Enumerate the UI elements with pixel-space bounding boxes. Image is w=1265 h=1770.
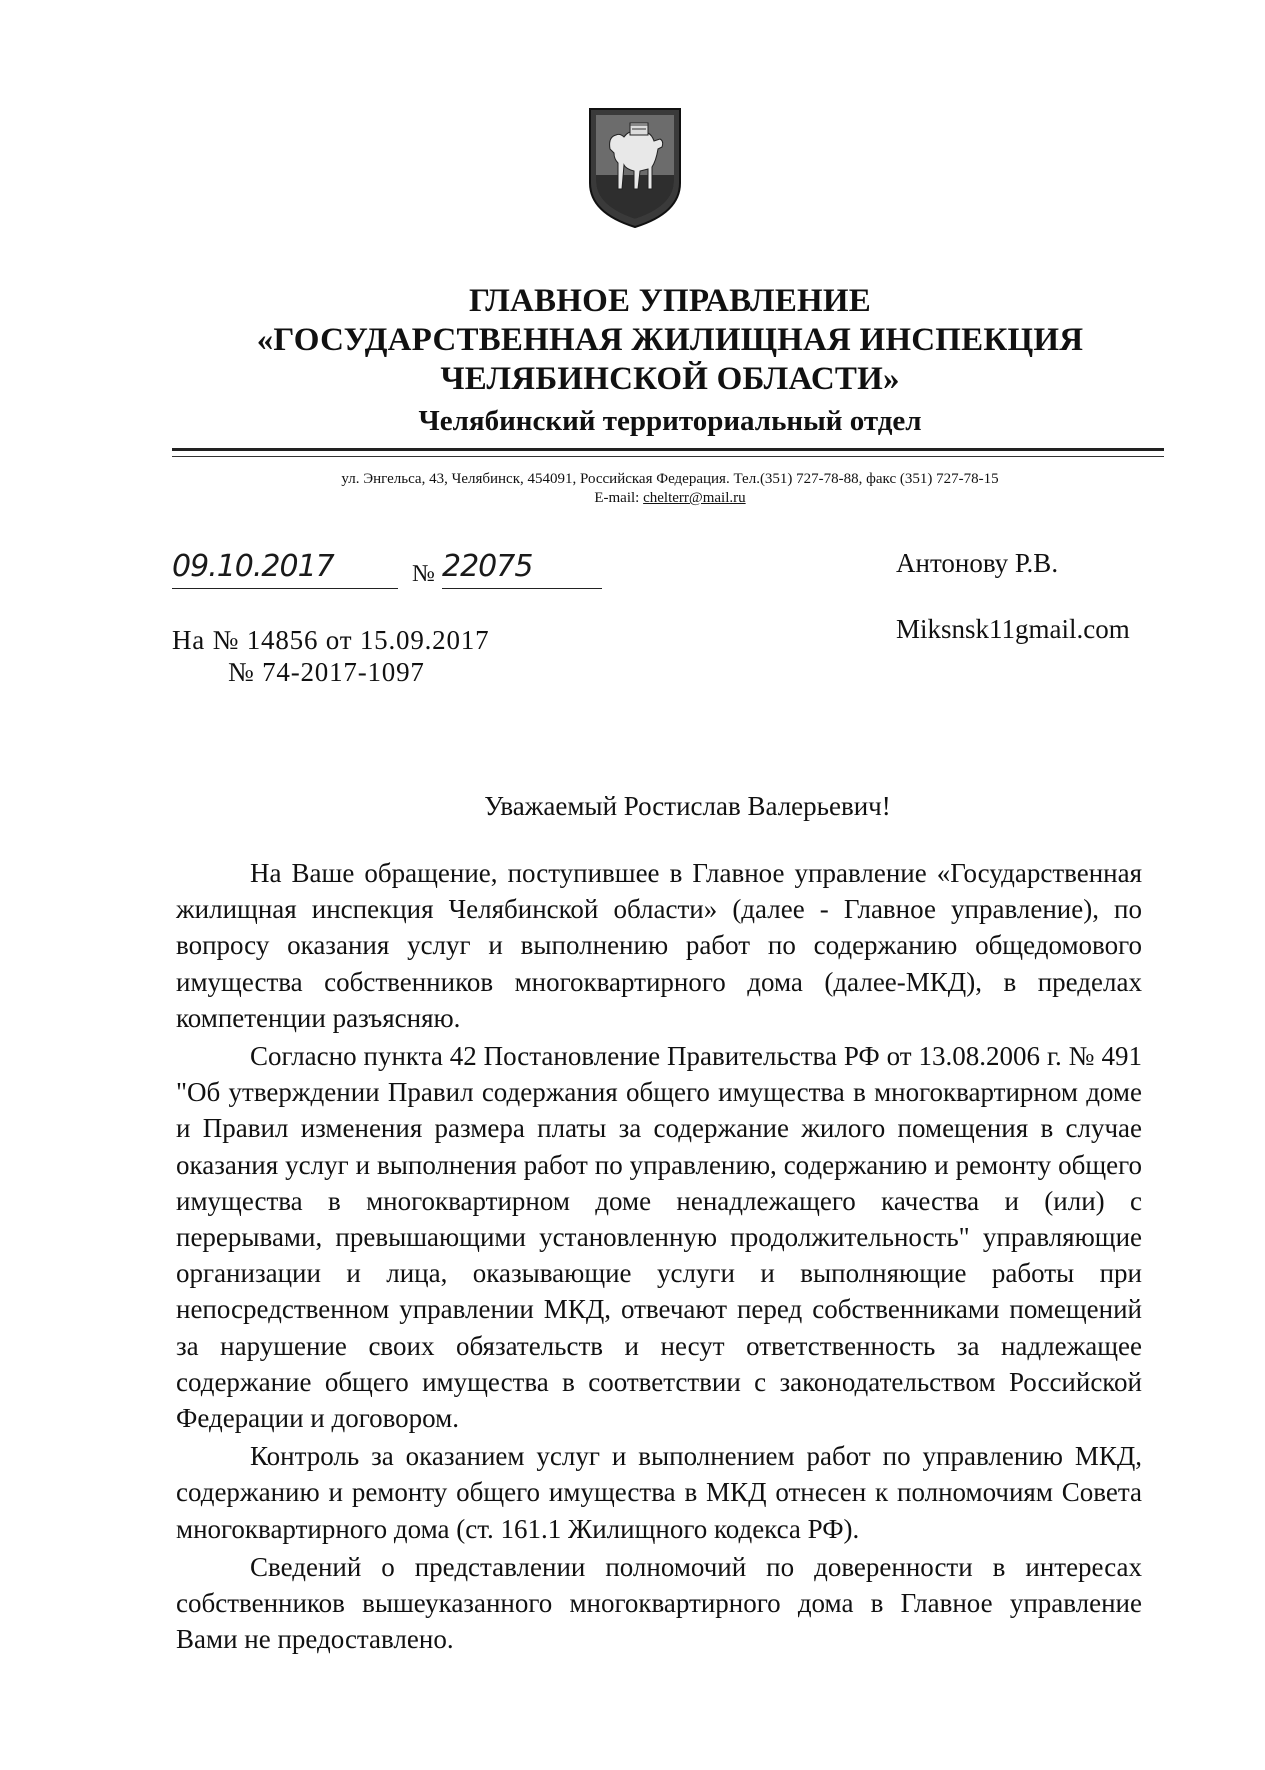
- outgoing-number: 22075: [442, 548, 602, 589]
- chelyabinsk-coat-of-arms-icon: [586, 105, 684, 231]
- reference-line-1: На № 14856 от 15.09.2017: [172, 625, 490, 655]
- recipient-name: Антонову Р.В.: [896, 548, 1059, 578]
- address-line: ул. Энгельса, 43, Челябинск, 454091, Российская Федерация. Тел.(351) 727-78-88, факс (351) 727-78-15: [341, 471, 999, 487]
- recipient-email: Miksnsk11gmail.com: [896, 614, 1130, 644]
- salutation: Уважаемый Ростислав Валерьевич!: [484, 791, 891, 821]
- header-divider-thin: [172, 456, 1164, 457]
- agency-email-link[interactable]: cheltеrr@mail.ru: [643, 490, 746, 506]
- outgoing-number-sign: №: [412, 561, 435, 587]
- body-paragraph: Согласно пункта 42 Постановление Правительства РФ от 13.08.2006 г. № 491 "Об утверждении Правил содержания общего имущества в многоквартирном доме и Правил изменения размера платы за содержание жилого помещения в случае оказания услуг и выполнения работ по управлению, содержанию и ремонту общего имущества в многоквартирном доме ненадлежащего качества и (или) с перерывами, превышающими установленную продолжительность" управляющие организации и лица, оказывающие услуги и выполняющие работы при непосредственном управлении МКД, отвечают перед собственниками помещений за нарушение своих обязательств и несут ответственность за надлежащее содержание общего имущества в соответствии с законодательством Российской Федерации и договором.: [176, 1041, 1142, 1434]
- body-paragraph: Контроль за оказанием услуг и выполнением работ по управлению МКД, содержанию и ремонту общего имущества в МКД отнесен к полномочиям Совета многоквартирного дома (ст. 161.1 Жилищного кодекса РФ).: [176, 1441, 1142, 1544]
- outgoing-date: 09.10.2017: [172, 548, 398, 589]
- agency-title-line3: ЧЕЛЯБИНСКОЙ ОБЛАСТИ»: [440, 361, 900, 397]
- header-divider-thick: [172, 448, 1164, 451]
- reference-line-2: № 74-2017-1097: [228, 657, 425, 687]
- agency-address: [250, 470, 1090, 508]
- body-paragraph: На Ваше обращение, поступившее в Главное управление «Государственная жилищная инспекция Челябинской области» (далее - Главное управление), по вопросу оказания услуг и выполнению работ по содержанию общедомового имущества собственников многоквартирного дома (далее-МКД), в пределах компетенции разъясняю.: [176, 858, 1142, 1033]
- body-paragraph: Сведений о представлении полномочий по доверенности в интересах собственников вышеуказанного многоквартирного дома в Главное управление Вами не предоставлено.: [176, 1551, 1142, 1655]
- agency-title-line1: ГЛАВНОЕ УПРАВЛЕНИЕ: [468, 283, 871, 319]
- agency-title-line2: «ГОСУДАРСТВЕННАЯ ЖИЛИЩНАЯ ИНСПЕКЦИЯ: [256, 322, 1084, 358]
- email-line: [250, 489, 1090, 508]
- letter-body: [176, 855, 1142, 1659]
- department-name: Челябинский территориальный отдел: [418, 405, 922, 437]
- email-prefix: E-mail:: [594, 490, 644, 506]
- agency-header: [0, 282, 1265, 439]
